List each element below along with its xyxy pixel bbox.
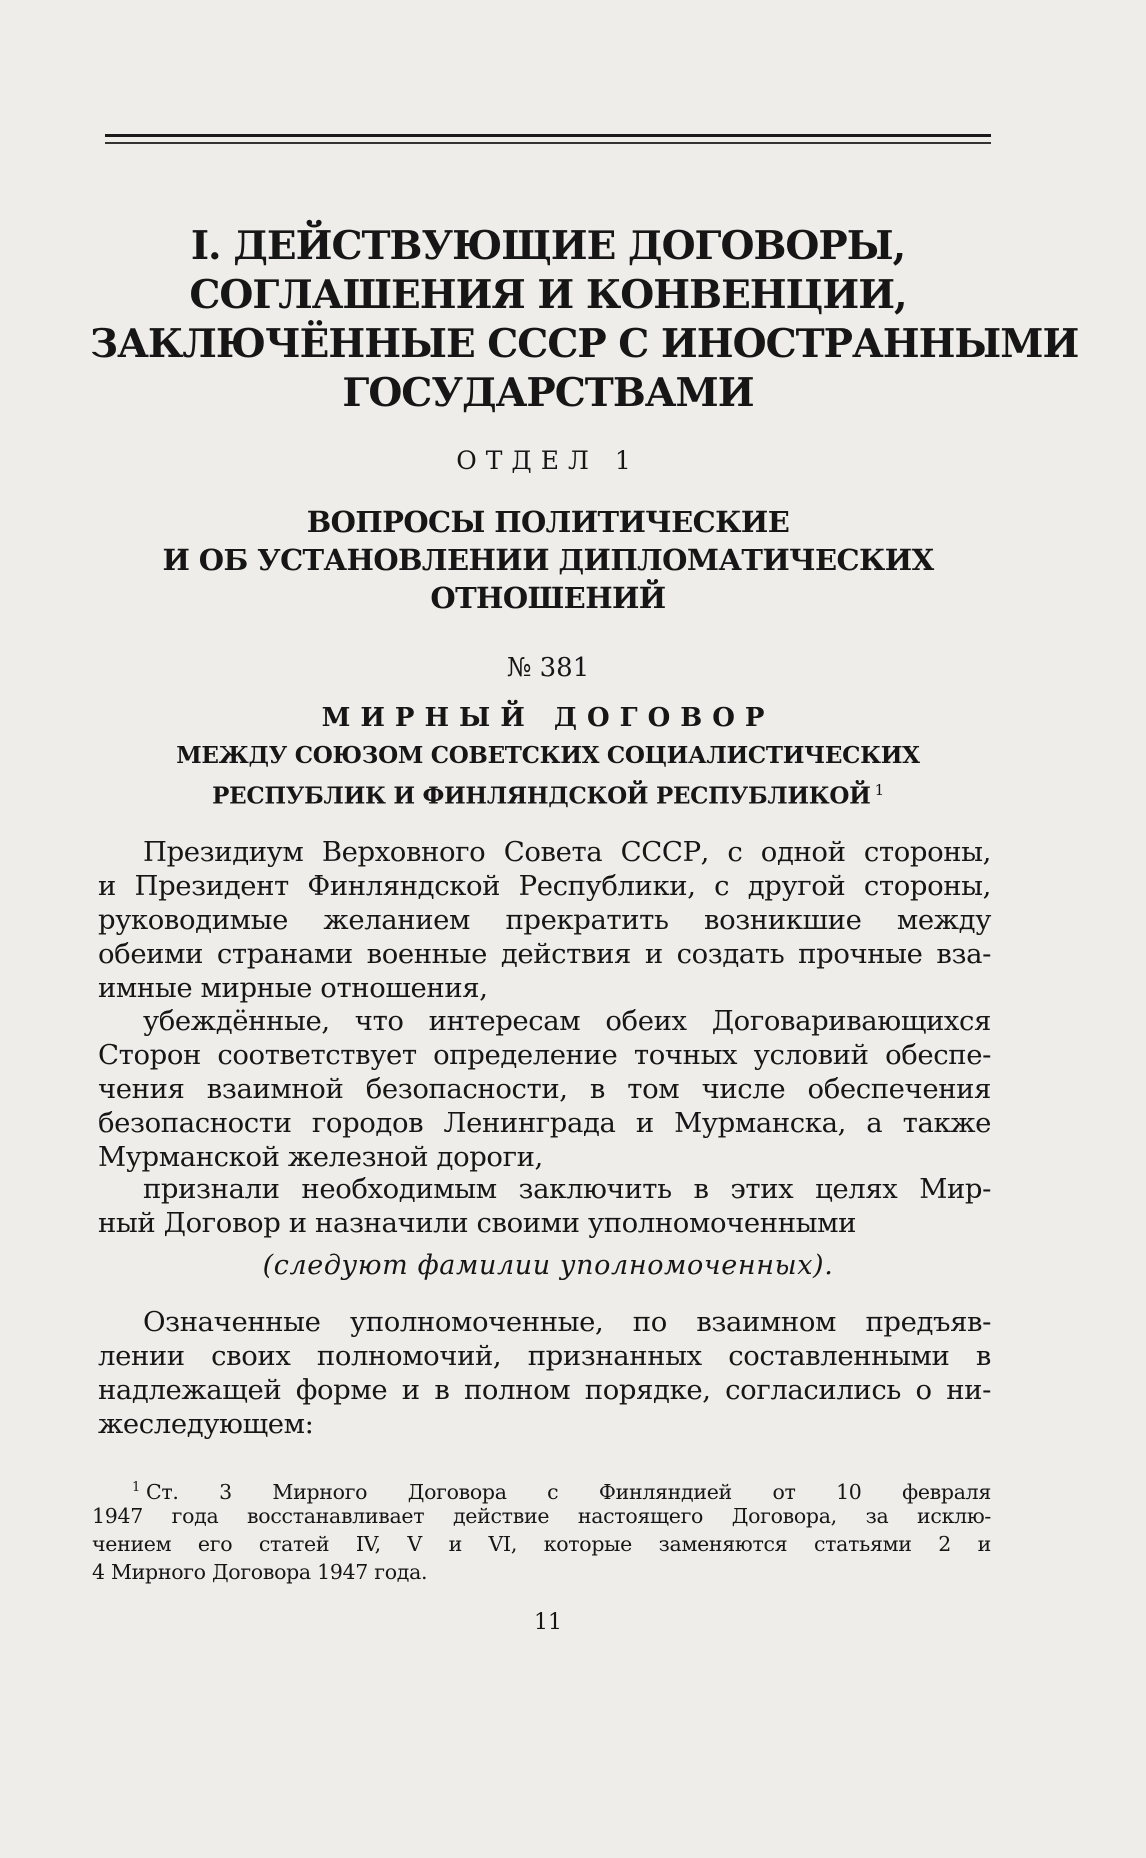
- text-line: имные мирные отношения,: [98, 972, 488, 1004]
- text-line: лении своих полномочий, признанных составленными в: [98, 1340, 991, 1372]
- text-line: Сторон соответствует определение точных условий обеспе-: [98, 1039, 991, 1071]
- main-title: [90, 222, 1079, 418]
- text-line: ный Договор и назначили своими уполномоченными: [98, 1207, 857, 1239]
- text-line: Означенные уполномоченные, по взаимном предъяв-: [143, 1306, 991, 1338]
- document-subtitle-line: РЕСПУБЛИК И ФИНЛЯНДСКОЙ РЕСПУБЛИКОЙ $^1$: [212, 781, 884, 810]
- footnote-line: $^1$ Ст. 3 Мирного Договора с Финляндией от 10 февраля: [132, 1479, 991, 1504]
- footnote-line: 4 Мирного Договора 1947 года.: [92, 1560, 428, 1584]
- text-line: Мурманской железной дороги,: [98, 1141, 543, 1173]
- document-number: № 381: [506, 653, 590, 683]
- page-number: 11: [534, 1610, 562, 1635]
- section-label: ОТДЕЛ 1: [456, 446, 640, 475]
- footnote-marker: 1: [874, 781, 884, 799]
- paragraph-security: [98, 1004, 991, 1174]
- footnote: [92, 1474, 991, 1586]
- document-subtitle: [90, 739, 1006, 814]
- paragraph-plenipotentiaries: [98, 1305, 991, 1441]
- section-title-line: И ОБ УСТАНОВЛЕНИИ ДИПЛОМАТИЧЕСКИХ: [162, 543, 934, 577]
- italic-note: (следуют фамилии уполномоченных).: [262, 1250, 834, 1281]
- main-title-line: ЗАКЛЮЧЁННЫЕ СССР С ИНОСТРАННЫМИ: [90, 321, 1079, 367]
- section-title: [90, 503, 1006, 617]
- text-line: безопасности городов Ленинграда и Мурманска, а также: [98, 1107, 991, 1139]
- text-line: и Президент Финляндской Республики, с другой стороны,: [98, 870, 991, 902]
- main-title-line: I. ДЕЙСТВУЮЩИЕ ДОГОВОРЫ,: [190, 223, 906, 269]
- main-title-line: ГОСУДАРСТВАМИ: [342, 370, 754, 416]
- text-line: убеждённые, что интересам обеих Договаривающихся: [143, 1005, 991, 1037]
- footnote-number: 1: [132, 1480, 140, 1495]
- text-line: надлежащей форме и в полном порядке, согласились о ни-: [98, 1374, 991, 1406]
- paragraph-agreement: [98, 1172, 991, 1240]
- section-title-line: ВОПРОСЫ ПОЛИТИЧЕСКИЕ: [306, 505, 790, 539]
- document-type: МИРНЫЙ ДОГОВОР: [321, 703, 775, 733]
- top-rule-thin: [105, 142, 991, 144]
- main-title-line: СОГЛАШЕНИЯ И КОНВЕНЦИИ,: [189, 272, 907, 318]
- text-line: обеими странами военные действия и создать прочные вза-: [98, 938, 991, 970]
- section-title-line: ОТНОШЕНИЙ: [430, 581, 666, 615]
- top-rule: [105, 134, 991, 137]
- footnote-line: 1947 года восстанавливает действие настоящего Договора, за исклю-: [92, 1504, 991, 1528]
- footnote-line: чением его статей IV, V и VI, которые заменяются статьями 2 и: [92, 1532, 991, 1556]
- text-line: Президиум Верховного Совета СССР, с одной стороны,: [143, 836, 991, 868]
- text-line: чения взаимной безопасности, в том числе обеспечения: [98, 1073, 991, 1105]
- text-line: жеследующем:: [98, 1408, 314, 1440]
- paragraph-preamble: [98, 835, 991, 1005]
- text-line: признали необходимым заключить в этих целях Мир-: [143, 1173, 991, 1205]
- document-subtitle-line: МЕЖДУ СОЮЗОМ СОВЕТСКИХ СОЦИАЛИСТИЧЕСКИХ: [176, 742, 920, 769]
- text-line: руководимые желанием прекратить возникшие между: [98, 904, 991, 936]
